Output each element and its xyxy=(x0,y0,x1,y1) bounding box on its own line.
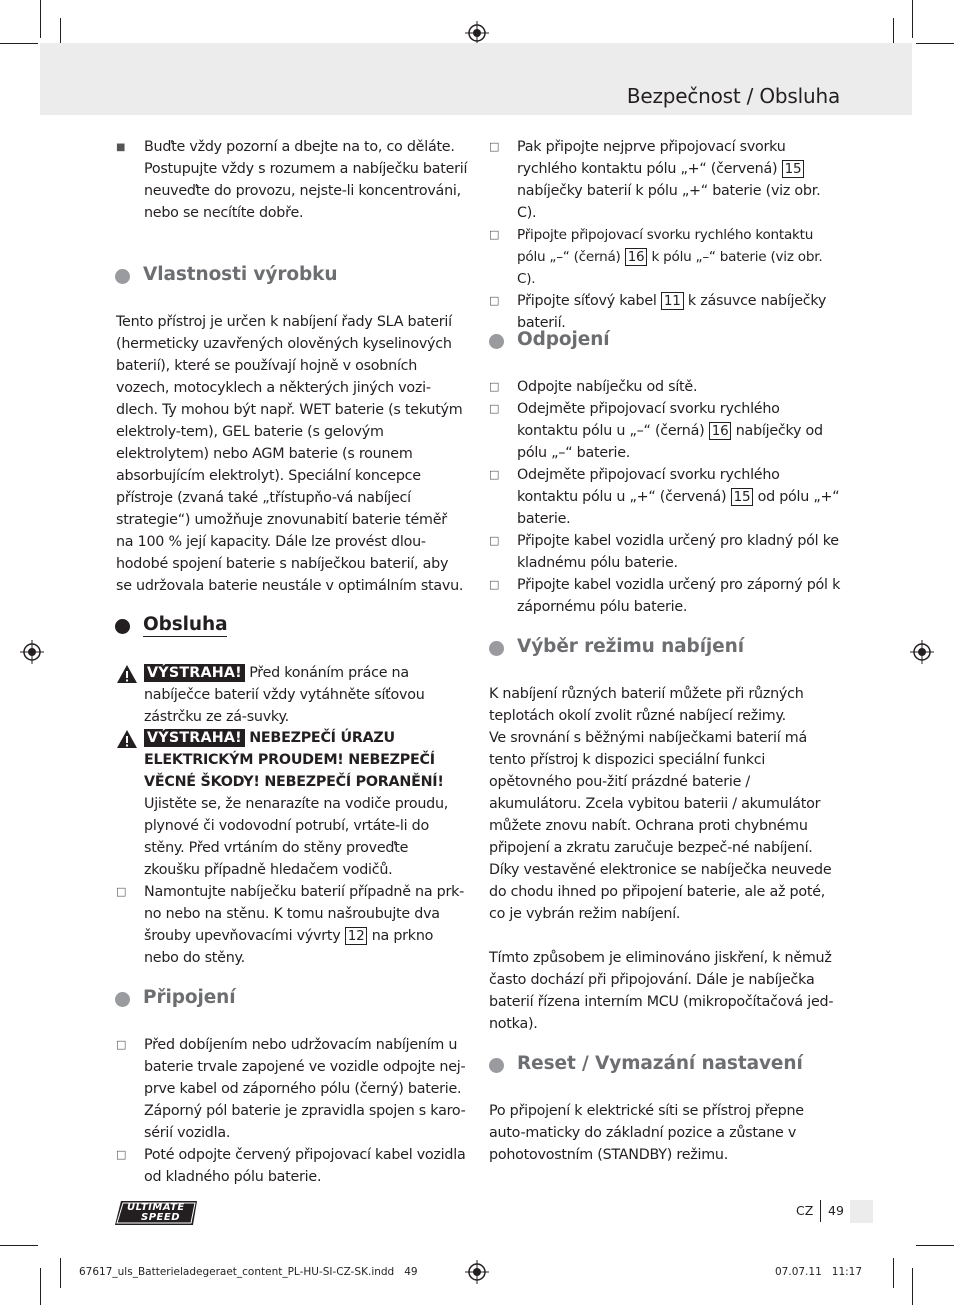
ref-number: 16 xyxy=(709,422,732,440)
conn-step-5-text-b: k zásuvce nabíječky baterií. xyxy=(517,293,827,331)
intro-bullet-text: Buďte vždy pozorní a dbejte na to, co děláte. Postupujte vždy s rozumem a nabíječku baterií neuveďte do provozu, nejste-li koncentrováni, nebo se necítíte dobře. xyxy=(144,139,468,221)
paragraph-vyber-2: Ve srovnání s běžnými nabíječkami baterií má tento přístroj k dispozici speciální funkci opětovného pou-žití prázdné baterie / akumulátoru. Zcela vybitou baterii / akumulátor můžete znovu nabít. Ochrana proti chybnému připojení a zkratu zaručuje bezpeč-né nabíjení. Díky vestavěné elektronice se nabíječka neuvede do chodu ihned po připojení baterie, ale až poté, co je vybrán režim nabíjení. xyxy=(489,730,832,922)
print-slug-date xyxy=(775,1266,862,1278)
ref-number: 12 xyxy=(345,927,368,945)
paragraph-vlastnosti xyxy=(116,311,468,597)
heading-vyber xyxy=(517,636,744,657)
registration-mark-bottom xyxy=(465,1260,489,1284)
heading-vlastnosti xyxy=(143,264,337,285)
conn-step-4-text-a: Připojte připojovací svorku rychlého kontaktu pólu „–“ (černá) xyxy=(517,227,814,265)
mount-step xyxy=(116,881,468,969)
connection-steps-left xyxy=(116,1034,468,1188)
conn-step-5-text-a: Připojte síťový kabel xyxy=(517,293,657,309)
disc-step-1: Odpojte nabíječku od sítě. xyxy=(517,379,698,395)
disc-step-4: Připojte kabel vozidla určený pro kladný pól ke kladnému pólu baterie. xyxy=(517,533,839,571)
print-slug-filename: 67617_uls_Batterieladegeraet_content_PL-HU-SI-CZ-SK.indd xyxy=(79,1266,395,1278)
brand-logo xyxy=(113,1199,201,1227)
heading-dot-icon xyxy=(115,269,130,284)
checkbox-bullet-icon: □ xyxy=(489,228,500,241)
registration-mark-top xyxy=(465,21,489,45)
heading-dot-icon xyxy=(115,619,130,634)
heading-reset-text: Reset / Vymazání nastavení xyxy=(517,1053,803,1074)
warning-1-text: Před konáním práce na nabíječce baterií vždy vytáhněte síťovou zástrčku ze zá-suvky. xyxy=(144,665,425,725)
paragraph-reset-text: Po připojení k elektrické síti se přístroj přepne auto-maticky do základní pozice a zůstane v pohotovostním (STANDBY) režimu. xyxy=(489,1103,804,1163)
heading-dot-icon xyxy=(489,334,504,349)
ref-number: 16 xyxy=(625,248,648,266)
warning-triangle-icon xyxy=(116,664,138,684)
ref-number: 11 xyxy=(661,292,684,310)
mount-text-b: na prkno nebo do stěny. xyxy=(144,928,434,966)
disc-step-3-text-b: od pólu „+“ baterie. xyxy=(517,489,840,527)
checkbox-bullet-icon: □ xyxy=(116,885,127,898)
print-slug-file xyxy=(79,1266,418,1278)
paragraph-reset xyxy=(489,1100,841,1166)
crop-mark xyxy=(893,1258,894,1288)
disc-step-3-text-a: Odejměte připojovací svorku rychlého kontaktu pólu u „+“ (červená) xyxy=(517,467,780,505)
checkbox-bullet-icon: □ xyxy=(489,578,500,591)
language-code: CZ xyxy=(796,1203,814,1218)
registration-mark-left xyxy=(20,640,44,664)
conn-step-3-text-a: Pak připojte nejprve připojovací svorku rychlého kontaktu pólu „+“ (červená) xyxy=(517,139,786,177)
crop-mark xyxy=(916,1245,954,1246)
checkbox-bullet-icon: □ xyxy=(489,468,500,481)
print-slug-date-text: 07.07.11 xyxy=(775,1266,822,1278)
warning-block-1 xyxy=(116,662,468,728)
paragraph-vyber-3: Tímto způsobem je eliminováno jiskření, k němuž často dochází při připojování. Dále je nabíječka baterií řízena interním MCU (mikropočítačová jed-notka). xyxy=(489,950,834,1032)
crop-mark xyxy=(0,1245,38,1246)
crop-mark xyxy=(40,1268,41,1305)
heading-pripojeni xyxy=(143,987,235,1008)
paragraph-vyber xyxy=(489,683,841,1035)
brand-logo-top-text: ULTIMATE xyxy=(127,1202,185,1213)
conn-step-2: Poté odpojte červený připojovací kabel vozidla od kladného pólu baterie. xyxy=(144,1147,466,1185)
crop-mark xyxy=(60,1258,61,1288)
heading-vyber-text: Výběr režimu nabíjení xyxy=(517,636,744,657)
paragraph-vlastnosti-text: Tento přístroj je určen k nabíjení řady SLA baterií (hermeticky uzavřených olověných kyselinových baterií), které se používají hojně v osobních vozech, motocyklech a některých jiných vozi-dlech. Ty mohou být např. WET baterie (s tekutým elektroly-tem), GEL baterie (s gelovým elektrolytem) nebo AGM baterie (s rounem absorbujícím elektrolyt). Speciální koncepce přístroje (zvaná také „třístupňo-vá nabíjecí strategie“) umožňuje znovunabití baterie téměř na 100 % její kapacity. Dále lze provést dlou-hodobé spojení baterie s nabíječkou baterií, aby se udržovala baterie neustále v optimálním stavu. xyxy=(116,314,464,594)
heading-pripojeni-text: Připojení xyxy=(143,987,236,1008)
disc-step-5: Připojte kabel vozidla určený pro záporný pól k zápornému pólu baterie. xyxy=(517,577,841,615)
intro-bullet xyxy=(116,136,468,224)
crop-mark xyxy=(912,0,913,38)
crop-mark xyxy=(912,1268,913,1305)
warning-2-bold-text: NEBEZPEČÍ ÚRAZU ELEKTRICKÝM PROUDEM! NEBEZPEČÍ VĚCNÉ ŠKODY! NEBEZPEČÍ PORANĚNÍ! xyxy=(144,730,444,790)
checkbox-bullet-icon: □ xyxy=(489,534,500,547)
heading-obsluha-text: Obsluha xyxy=(143,614,228,635)
connection-steps-right xyxy=(489,136,841,334)
checkbox-bullet-icon: □ xyxy=(489,380,500,393)
ref-number: 15 xyxy=(731,488,754,506)
conn-step-1: Před dobíjením nebo udržovacím nabíjením u baterie trvale zapojené ve vozidle odpojte nej-prve kabel od záporného pólu (černý) baterie. Záporný pól baterie je zpravidla spojen s karo-sérií vozidla. xyxy=(144,1037,466,1141)
disc-step-2-text-b: nabíječky od pólu „–“ baterie. xyxy=(517,423,823,461)
warning-triangle-icon xyxy=(116,729,138,749)
crop-mark xyxy=(916,43,954,44)
brand-logo-bottom-text: SPEED xyxy=(141,1212,180,1223)
page-number: 49 xyxy=(828,1203,844,1218)
paragraph-vyber-1: K nabíjení různých baterií můžete při různých teplotách okolí zvolit různé nabíjecí režimy. xyxy=(489,686,804,724)
checkbox-bullet-icon: □ xyxy=(489,294,500,307)
heading-obsluha xyxy=(143,614,227,637)
conn-step-4-text-b: k pólu „–“ baterie (viz obr. C). xyxy=(517,249,823,287)
heading-odpojeni-text: Odpojení xyxy=(517,329,610,350)
mount-text-a: Namontujte nabíječku baterií případně na prk-no nebo na stěnu. K tomu našroubujte dva šrouby upevňovacími vývrty xyxy=(144,884,465,944)
footer-divider xyxy=(820,1200,821,1222)
conn-step-3-text-b: nabíječky baterií k pólu „+“ baterie (viz obr. C). xyxy=(517,183,821,221)
registration-mark-right xyxy=(910,640,934,664)
print-slug-page: 49 xyxy=(404,1266,418,1278)
page-title: Bezpečnost / Obsluha xyxy=(626,84,840,108)
crop-mark xyxy=(0,43,38,44)
checkbox-bullet-icon: □ xyxy=(116,1038,127,1051)
ref-number: 15 xyxy=(782,160,805,178)
heading-dot-icon xyxy=(489,641,504,656)
checkbox-bullet-icon: □ xyxy=(116,1148,127,1161)
crop-mark xyxy=(40,0,41,38)
warning-block-2 xyxy=(116,727,468,881)
heading-odpojeni xyxy=(517,329,610,350)
checkbox-bullet-icon: □ xyxy=(489,402,500,415)
checkbox-bullet-icon: □ xyxy=(489,140,500,153)
heading-vlastnosti-text: Vlastnosti výrobku xyxy=(143,264,338,285)
warning-2-text: Ujistěte se, že nenarazíte na vodiče proudu, plynové či vodovodní potrubí, vrtáte-li do stěny. Před vrtáním do stěny proveďte zkoušku případně hledačem vodičů. xyxy=(144,796,449,878)
disconnection-steps xyxy=(489,376,841,618)
heading-reset xyxy=(517,1053,803,1074)
print-slug-time: 11:17 xyxy=(831,1266,863,1278)
disc-step-2-text-a: Odejměte připojovací svorku rychlého kontaktu pólu u „–“ (černá) xyxy=(517,401,780,439)
heading-dot-icon xyxy=(489,1058,504,1073)
footer-tab xyxy=(850,1200,873,1223)
square-bullet-icon: ■ xyxy=(116,142,126,153)
warning-label: VÝSTRAHA! xyxy=(144,729,245,747)
warning-label: VÝSTRAHA! xyxy=(144,664,245,682)
heading-dot-icon xyxy=(115,992,130,1007)
